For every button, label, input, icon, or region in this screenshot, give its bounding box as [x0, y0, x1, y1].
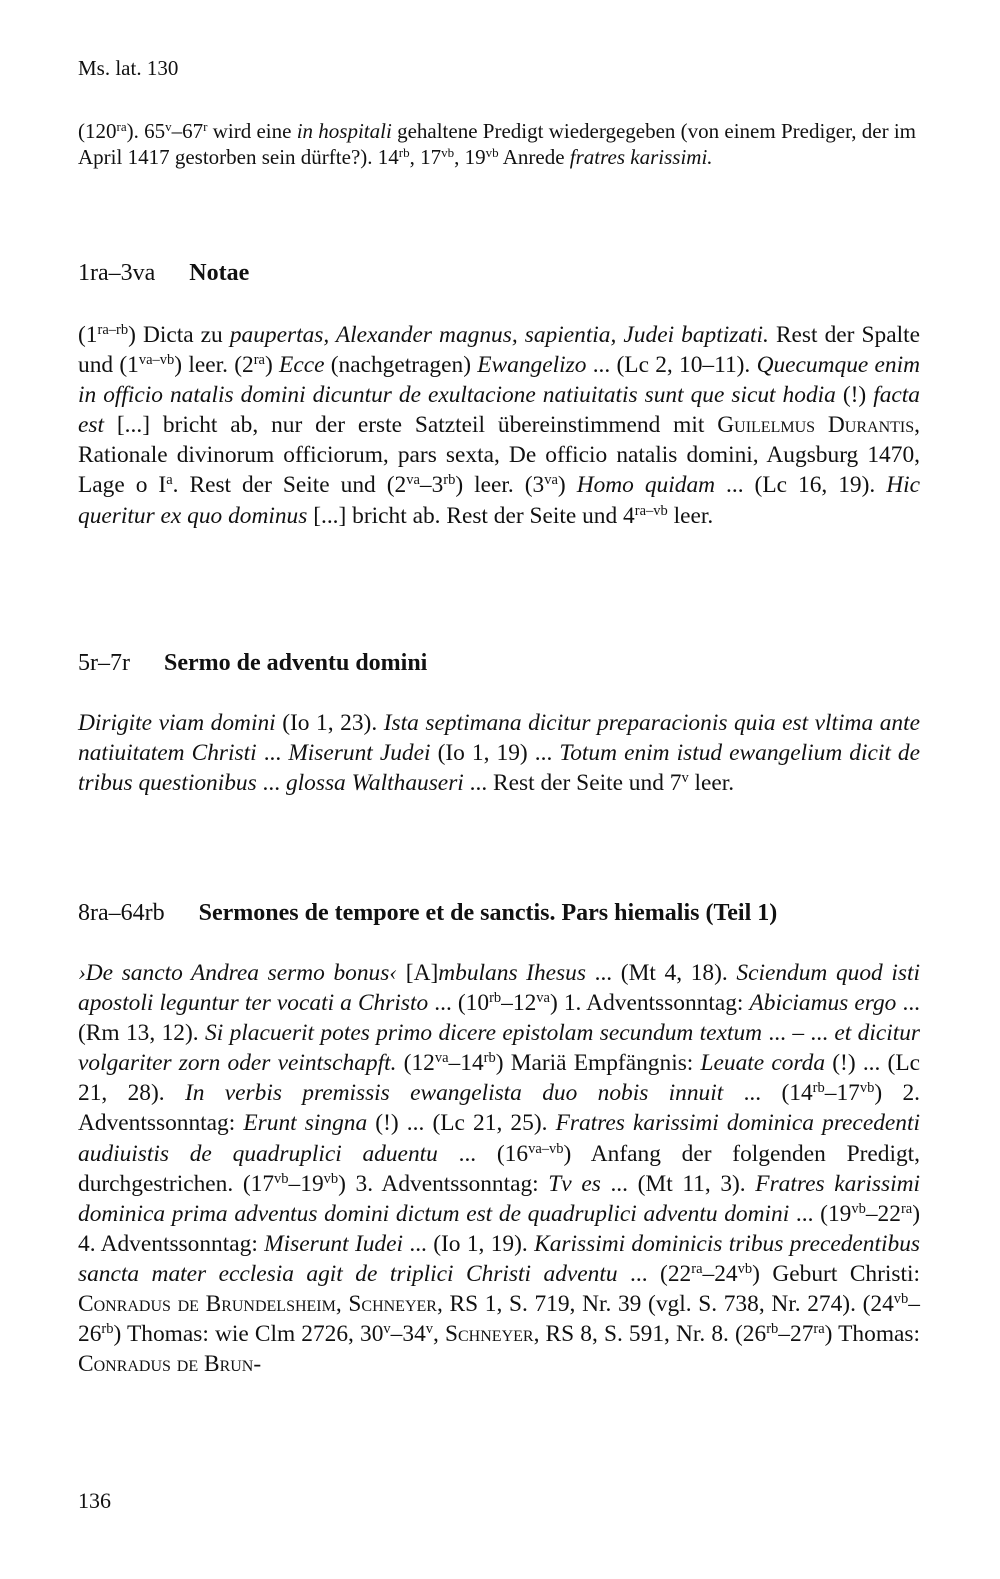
section-title: Sermo de adventu domini: [163, 650, 428, 676]
section-locator: 8ra–64rb: [78, 900, 165, 926]
section-body-sermones: ›De sancto Andrea sermo bonus‹ [A]mbulans Ihesus ... (Mt 4, 18). Sciendum quod isti apostoli leguntur ter vocati a Christo ... $(10^{rb}-12^{va})$ 1. Adventssonntag: Abiciamus ergo ... (Rm 13, 12). Si placuerit potes primo dicere epistolam secundum textum ... – ... et dicitur volgariter zorn oder veintschapft. $(12^{va}-14^{rb})$ Mariä Empfängnis: Leuate corda (!) ... (Lc 21, 28). In verbis premissis ewangelista duo nobis innuit ... $(14^{rb}-17^{vb})$ 2. Adventssonntag: Erunt singna (!) ... (Lc 21, 25). Fratres karissimi dominica precedenti audiuistis de quadruplici aduentu ... $(16^{va-vb})$ Anfang der folgenden Predigt, durchgestrichen. $(17^{vb}-19^{vb})$ 3. Adventssonntag: Tv es ... (Mt 11, 3). Fratres karissimi dominica prima adventus domini dictum est de quadruplici adventu domini ... $(19^{vb}-22^{ra})$ 4. Adventssonntag: Miserunt Iudei ... (Io 1, 19). Karissimi dominicis tribus precedentibus sancta mater ecclesia agit de triplici Christi adventu ... $(22^{ra}-24^{vb})$ Geburt Christi: Conradus de Brundelsheim, Schneyer, RS 1, S. 719, Nr. 39 (vgl. S. 738, Nr. 274). $(24^{vb}-26^{rb})$ Thomas: wie Clm 2726, 30$^v$–34$^v$, Schneyer, RS 8, S. 591, Nr. 8. $(26^{rb}-27^{ra})$ Thomas: Conradus de Brun-: [78, 960, 921, 1378]
section-body-sermo-adventu: Dirigite viam domini (Io 1, 23). Ista septimana dicitur preparacionis quia est vltima ante natiuitatem Christi ... Miserunt Judei (Io 1, 19) ... Totum enim istud ewangelium dicit de tribus questionibus ... glossa Walthauseri ... Rest der Seite und 7$^v$ leer.: [78, 710, 920, 797]
intro-paragraph: $(120^{ra})$. 65$^v$–67$^r$ wird eine in hospitali gehaltene Predigt wiedergegeben (von einem Prediger, der im April 1417 gestorben sein dürfte?). $14^{rb}$, $17^{vb}$, $19^{vb}$ Anrede fratres karissimi.: [78, 118, 916, 169]
section-body-notae: $(1^{ra-rb})$ Dicta zu paupertas, Alexander magnus, sapientia, Judei baptizati. Rest der Spalte und $(1^{va-vb})$ leer. $(2^{ra})$ Ecce (nachgetragen) Ewangelizo ... (Lc 2, 10–11). Quecumque enim in officio natalis domini dicuntur de exultacione natiuitatis sunt que sicut hodia (!) facta est [...] bricht ab, nur der erste Satzteil übereinstimmend mit Guilelmus Durantis, Rationale divinorum officiorum, pars sexta, De officio natalis domini, Augsburg 1470, Lage o $I^a$. Rest der Seite und $(2^{va}-3^{rb})$ leer. $(3^{va})$ Homo quidam ... (Lc 16, 19). Hic queritur ex quo dominus [...] bricht ab. Rest der Seite und $4^{ra-vb}$ leer.: [78, 322, 921, 529]
page-number: 136: [78, 1488, 111, 1513]
running-head: Ms. lat. 130: [78, 56, 179, 80]
section-title: Sermones de tempore et de sanctis. Pars hiemalis (Teil 1): [198, 900, 778, 926]
section-heading-sermones: [78, 900, 920, 927]
section-locator: 5r–7r: [78, 650, 130, 676]
section-heading-notae: [78, 260, 920, 287]
section-heading-sermo-adventu: [78, 650, 920, 677]
section-locator: 1ra–3va: [78, 260, 156, 286]
section-title: Notae: [189, 260, 250, 286]
